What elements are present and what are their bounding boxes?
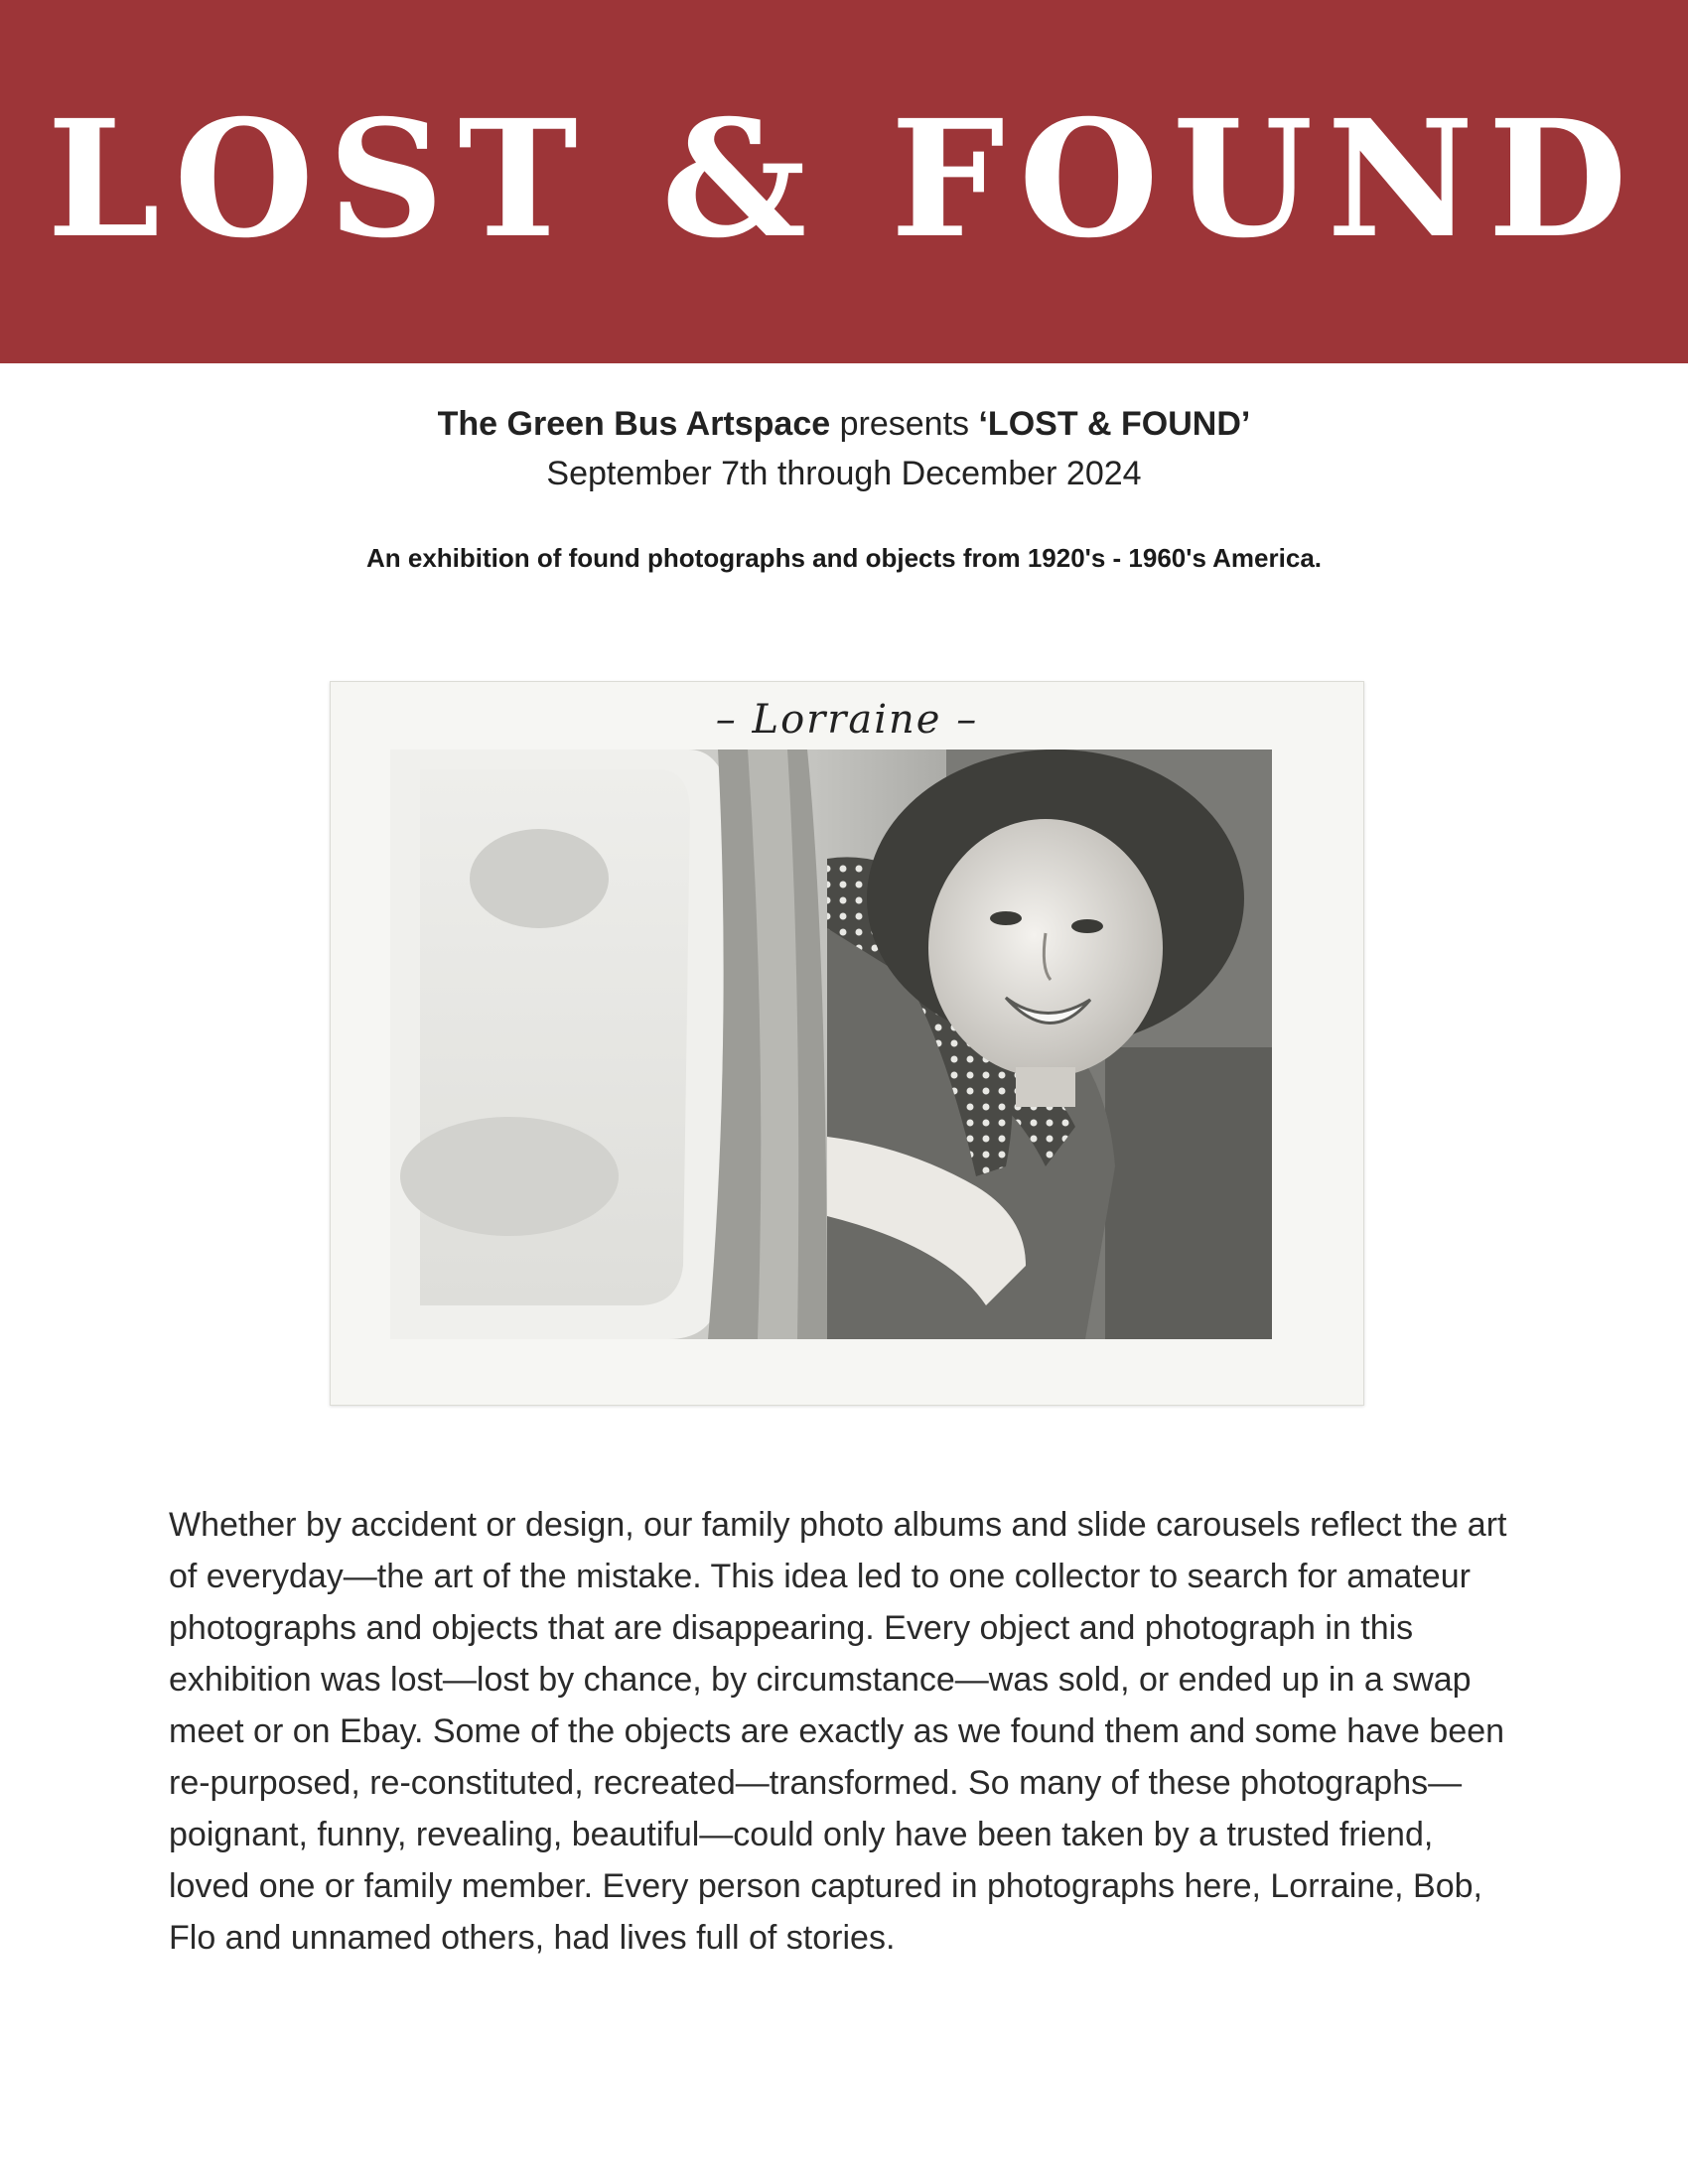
exhibition-tagline: An exhibition of found photographs and objects from 1920's - 1960's America. xyxy=(365,543,1322,573)
headline-show-title: ‘LOST & FOUND’ xyxy=(978,405,1251,443)
headline-presents: presents xyxy=(839,405,970,443)
photo-illustration xyxy=(390,750,1272,1339)
headline-org: The Green Bus Artspace xyxy=(437,405,831,443)
headline xyxy=(0,401,1688,447)
banner-title: LOST & FOUND xyxy=(47,85,1641,274)
exhibition-description: Whether by accident or design, our family photo albums and slide carousels reflect the art of everyday—the art of the mistake. This idea led to one collector to search for amateur photographs and objects that are disappearing. Every object and photograph in this exhibition was lost—lost by chance, by circumstance—was sold, or ended up in a swap meet or on Ebay. Some of the objects are exactly as we found them and some have been re-purposed, re-constituted, recreated—transformed. So many of these photographs—poignant, funny, revealing, beautiful—could only have been taken by a trusted friend, loved one or family member. Every person captured in photographs here, Lorraine, Bob, Flo and unnamed others, had lives full of stories. xyxy=(169,1506,1507,1957)
handwritten-caption: – Lorraine – xyxy=(715,697,979,743)
vintage-photo-card xyxy=(330,681,1364,1406)
photo-image xyxy=(390,750,1272,1339)
header-banner xyxy=(0,0,1688,363)
exhibition-dates: September 7th through December 2024 xyxy=(546,455,1142,492)
